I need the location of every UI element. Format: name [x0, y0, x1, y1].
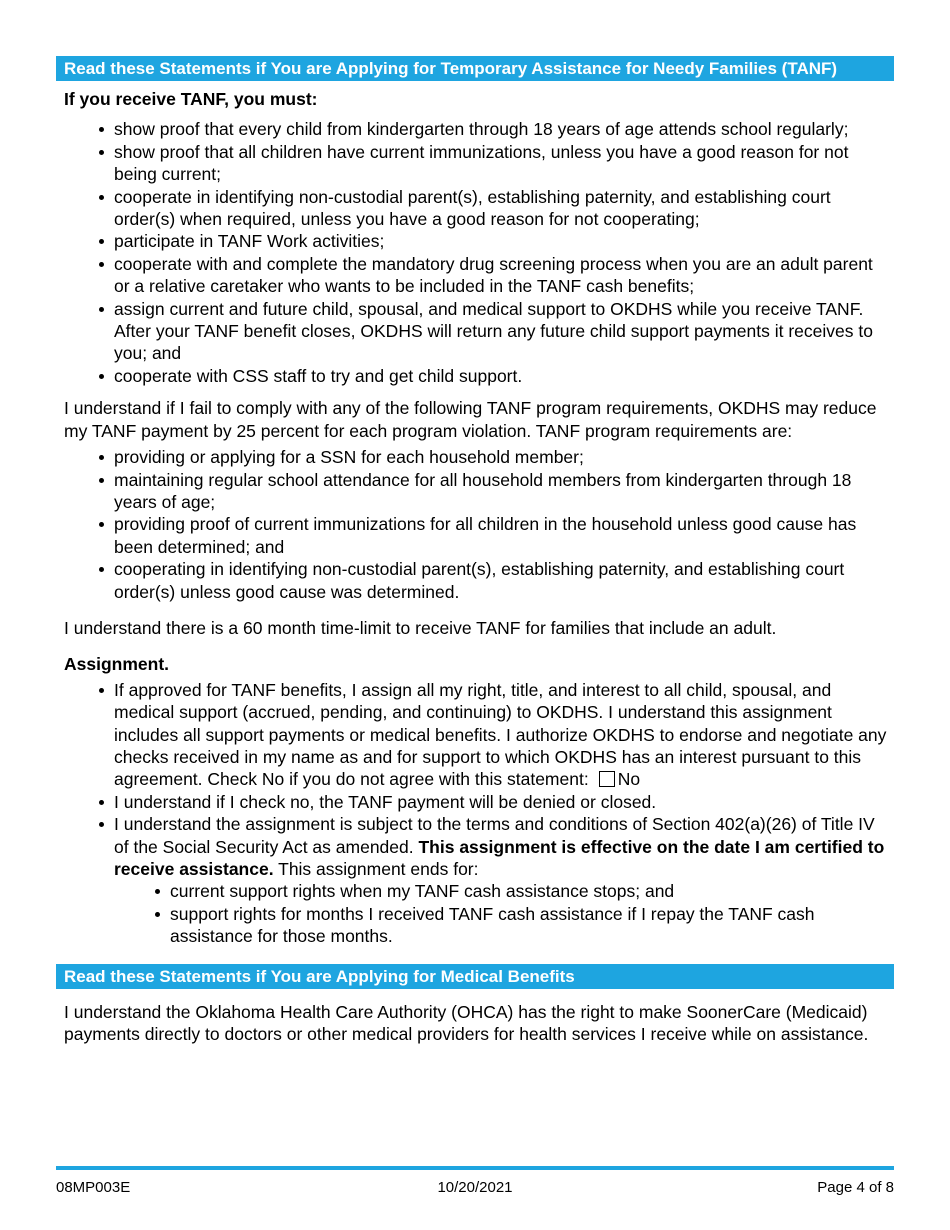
page-number: Page 4 of 8 [817, 1179, 894, 1196]
tanf-must-list [114, 118, 890, 387]
tanf-must-heading: If you receive TANF, you must: [64, 89, 318, 109]
form-number: 08MP003E [56, 1179, 131, 1196]
assignment-list [114, 679, 890, 948]
no-checkbox[interactable] [599, 771, 615, 787]
list-item: assign current and future child, spousal, and medical support to OKDHS while you receive TANF. After your TANF benefit closes, OKDHS will return any future child support payments it receives to you; and [114, 298, 890, 365]
list-item: cooperate in identifying non-custodial parent(s), establishing paternity, and establishing court order(s) when required, unless you have a good reason for not cooperating; [114, 186, 890, 231]
list-item: providing or applying for a SSN for each household member; [114, 446, 890, 468]
no-checkbox-label: No [617, 769, 641, 790]
list-item [114, 679, 890, 791]
tanf-section-banner: Read these Statements if You are Applying for Temporary Assistance for Needy Families (TANF) [56, 56, 894, 81]
list-item: I understand the assignment is subject to the terms and conditions of Section 402(a)(26) of Title IV of the Social Security Act as amended. This assignment is effective on the date I am certified to receive assistance. This assignment ends for: current support rights when my TANF cash assistance stops; and support rights for months I received TANF cash assistance if I repay the TANF cash assistance for those months. [114, 813, 890, 947]
assignment-sub-list [170, 880, 890, 947]
assignment-item-text: If approved for TANF benefits, I assign all my right, title, and interest to all child, spousal, and medical support (accrued, pending, and continuing) to OKDHS. I understand this assignment includes all support payments or medical benefits. I authorize OKDHS to endorse and negotiate any checks received in my name as and for support to which OKDHS has an interest pursuant to this agreement. Check No if you do not agree with this statement: [114, 679, 887, 790]
list-item: current support rights when my TANF cash assistance stops; and [170, 880, 890, 902]
list-item: cooperate with and complete the mandatory drug screening process when you are an adult parent or a relative caretaker who wants to be included in the TANF cash benefits; [114, 253, 890, 298]
list-item: providing proof of current immunizations for all children in the household unless good cause has been determined; and [114, 513, 890, 558]
list-item: cooperate with CSS staff to try and get child support. [114, 365, 890, 387]
list-item: maintaining regular school attendance for all household members from kindergarten through 18 years of age; [114, 469, 890, 514]
list-item: cooperating in identifying non-custodial parent(s), establishing paternity, and establishing court order(s) unless good cause was determined. [114, 558, 890, 603]
medical-section-banner: Read these Statements if You are Applying for Medical Benefits [56, 964, 894, 989]
assignment-heading: Assignment. [64, 654, 170, 675]
medical-statement: I understand the Oklahoma Health Care Authority (OHCA) has the right to make SoonerCare (Medicaid) payments directly to doctors or other medical providers for health services I receive while on assistance. [64, 1001, 869, 1045]
list-item: participate in TANF Work activities; [114, 230, 890, 252]
assignment-effective-statement: This assignment is effective on the date I am certified to receive assistance. [114, 836, 885, 879]
revision-date: 10/20/2021 [437, 1179, 513, 1196]
list-item: I understand if I check no, the TANF payment will be denied or closed. [114, 791, 890, 813]
requirements-list [114, 446, 890, 603]
list-item: show proof that every child from kindergarten through 18 years of age attends school regularly; [114, 118, 890, 140]
page-content [56, 56, 894, 1045]
list-item: show proof that all children have current immunizations, unless you have a good reason for not being current; [114, 141, 890, 186]
time-limit-statement: I understand there is a 60 month time-limit to receive TANF for families that include an adult. [64, 617, 777, 638]
footer-divider [56, 1166, 894, 1170]
requirements-intro: I understand if I fail to comply with any of the following TANF program requirements, OKDHS may reduce my TANF payment by 25 percent for each program violation. TANF program requirements are: [64, 398, 877, 441]
list-item: support rights for months I received TANF cash assistance if I repay the TANF cash assistance for those months. [170, 903, 890, 948]
